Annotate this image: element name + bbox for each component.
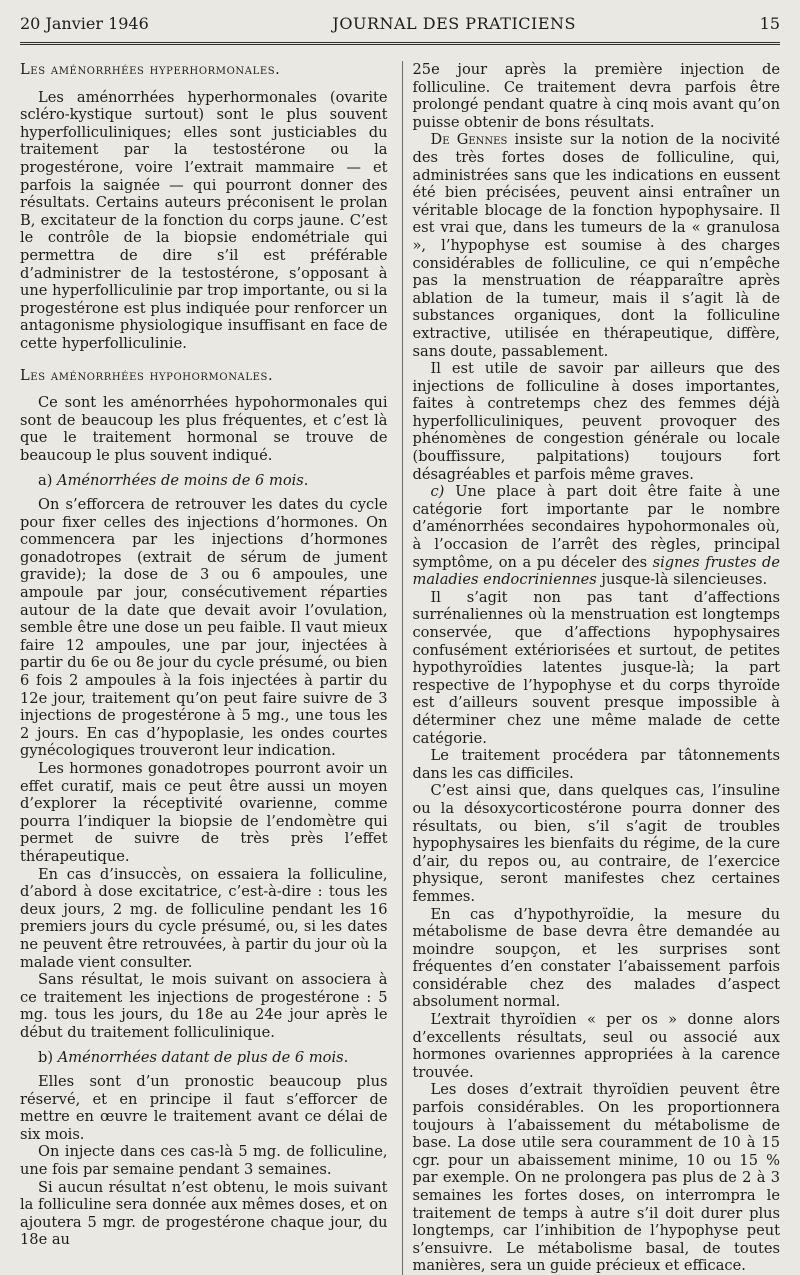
subsection-label: b) (38, 1049, 54, 1067)
paragraph: Elles sont d’un pronostic beaucoup plus réservé, et en principe il faut s’efforcer de mettre en œuvre le traitement avant ce délai de six mois. (20, 1073, 388, 1143)
subsection-label: a) (38, 472, 53, 490)
paragraph-text: jusque-là silencieuses. (596, 571, 768, 589)
paragraph: Les doses d’extrait thyroïdien peuvent être parfois considérables. On les proportionnera toujours à l’abaissement du métabolisme de base. La dose utile sera couramment de 10 à 15 cgr. pour un abaissement minime, 10 ou 15 % par exemple. On ne prolongera pas plus de 2 à 3 semaines les fortes doses, on interrompra le traitement de temps à autre s’il doit durer plus longtemps, car l’inhibition de l’hypophyse peut s’ensuivre. Le métabolisme basal, de toutes manières, sera un guide précieux et efficace. (412, 1081, 780, 1275)
header-page-number: 15 (759, 14, 780, 33)
emphasis-text: signes frustes de maladies endocriniennes (412, 553, 780, 589)
subsection-title: Aménorrhées datant de plus de 6 mois. (57, 1049, 349, 1067)
paragraph: Si aucun résultat n’est obtenu, le mois suivant la folliculine sera donnée aux mêmes doses, et on ajoutera 5 mgr. de progestérone chaque jour, du 18e au (20, 1178, 388, 1249)
subsection-heading-b (20, 1049, 388, 1067)
text-columns (20, 61, 780, 1275)
paragraph: On s’efforcera de retrouver les dates du cycle pour fixer celles des injections d’hormones. On commencera par les injections d’hormones gonadotropes (extrait de sérum de jument gravide); la dose de 3 ou 6 ampoules, une ampoule par jour, consécutivement réparties autour de la date que devait avoir l’ovulation, semble être une dose un peu faible. Il vaut mieux faire 12 ampoules, une par jour, injectées à partir du 6e ou 8e jour du cycle présumé, ou bien 6 fois 2 ampoules à la fois injectées à partir du 12e jour, traitement qu’on peut faire suivre de 3 injections de progestérone à 5 mg., une tous les 2 jours. En cas d’hypoplasie, les ondes courtes gynécologiques trouveront leur indication. (20, 496, 388, 760)
paragraph: Il est utile de savoir par ailleurs que des injections de folliculine à doses importantes, faites à contretemps chez des femmes déjà hyperfolliculiniques, peuvent provoquer des phénomènes de congestion générale ou locale (bouffissure, palpitations) toujours fort désagréables et parfois même graves. (412, 360, 780, 483)
paragraph: Les aménorrhées hyperhormonales (ovarite scléro-kystique surtout) sont le plus souvent hyperfolliculiniques; elles sont justiciables du traitement par la testostérone ou la progestérone, voire l’extrait mammaire — et parfois la saignée — qui pourront donner des résultats. Certains auteurs préconisent le prolan B, excitateur de la fonction du corps jaune. C’est le contrôle de la biopsie endométriale qui permettra de dire s’il est préférable d’administrer de la testostérone, s’opposant à une hyperfolliculinie par trop importante, ou si la progestérone est plus indiquée pour renforcer un antagonisme physiologique insuffisant en face de cette hyperfolliculinie. (20, 88, 388, 352)
paragraph: En cas d’hypothyroïdie, la mesure du métabolisme de base devra être demandée au moindre soupçon, et les surprises sont fréquentes d’en constater l’abaissement parfois considérable chez des malades d’aspect absolument normal. (412, 905, 780, 1011)
running-header (20, 14, 780, 45)
subsection-heading-a (20, 472, 388, 490)
paragraph: C’est ainsi que, dans quelques cas, l’insuline ou la désoxycorticostérone pourra donner des résultats, ou bien, s’il s’agit de troubles hypophysaires les bienfaits du régime, de la cure d’air, du repos ou, au contraire, de l’exercice physique, seront manifestes chez certaines femmes. (412, 782, 780, 905)
subsection-title: Aménorrhées de moins de 6 mois. (57, 472, 309, 490)
paragraph: Il s’agit non pas tant d’affections surrénaliennes où la menstruation est longtemps conservée, que d’affections hypophysaires confusément extériorisées et surtout, de petites hypothyroïdies latentes jusque-là; la part respective de l’hypophyse et du corps thyroïde est d’ailleurs souvent presque impossible à déterminer chez une même malade de cette catégorie. (412, 588, 780, 747)
header-journal-title: JOURNAL DES PRATICIENS (332, 14, 576, 33)
paragraph (413, 483, 781, 589)
paragraph (413, 131, 781, 360)
subsection-label: c) (430, 483, 445, 501)
paragraph: Le traitement procédera par tâtonnements dans les cas difficiles. (412, 747, 780, 782)
paragraph-text: Une place à part doit être faite à une catégorie fort importante par le nombre d’aménorrhées secondaires hypohormonales où, à l’occasion de l’arrêt des règles, principal symptôme, on a pu déceler des (412, 483, 780, 571)
header-date: 20 Janvier 1946 (20, 14, 149, 33)
paragraph: Ce sont les aménorrhées hypohormonales qui sont de beaucoup les plus fréquentes, et c’est là que le traitement hormonal se trouve de beaucoup le plus souvent indiqué. (20, 394, 388, 464)
paragraph: 25e jour après la première injection de folliculine. Ce traitement devra parfois être prolongé pendant quatre à cinq mois avant qu’on puisse obtenir de bons résultats. (412, 61, 780, 131)
author-name: De Gennes (430, 131, 508, 149)
section-title-hypohormonal: Les aménorrhées hypohormonales. (20, 366, 274, 384)
paragraph: Sans résultat, le mois suivant on associera à ce traitement les injections de progestérone : 5 mg. tous les jours, du 18e au 24e jour après le début du traitement folliculinique. (20, 971, 388, 1041)
paragraph: On injecte dans ces cas-là 5 mg. de folliculine, une fois par semaine pendant 3 semaines. (20, 1143, 388, 1179)
paragraph: En cas d’insuccès, on essaiera la folliculine, d’abord à dose excitatrice, c’est-à-dire : tous les deux jours, 2 mg. de folliculine pendant les 16 premiers jours du cycle présumé, ou, si les dates ne peuvent être retrouvées, à partir du jour où la malade vient consulter. (20, 865, 388, 971)
right-column (402, 61, 781, 1275)
left-column (20, 61, 388, 1275)
paragraph-text: insiste sur la notion de la nocivité des très fortes doses de folliculine, qui, administrées sans que les indications en eussent été bien précisées, peuvent ainsi entraîner un véritable blocage de la fonction hypophysaire. Il est vrai que, dans les tumeurs de la « granulosa », l’hypophyse est soumise à des charges considérables de folliculine, ce qui n’empêche pas la menstruation de réapparaître après ablation de la tumeur, mais il s’agit là de substances organiques, dont la folliculine extractive, utilisée en thérapeutique, diffère, sans doute, passablement. (412, 131, 780, 360)
paragraph: Les hormones gonadotropes pourront avoir un effet curatif, mais ce peut être aussi un moyen d’explorer la réceptivité ovarienne, comme pourra l’indiquer la biopsie de l’endomètre qui permet de suivre de très près l’effet thérapeutique. (20, 759, 388, 865)
section-title-hyperhormonal: Les aménorrhées hyperhormonales. (20, 61, 281, 78)
paragraph: L’extrait thyroïdien « per os » donne alors d’excellents résultats, seul ou associé aux hormones ovariennes appropriées à la carence trouvée. (412, 1011, 780, 1081)
